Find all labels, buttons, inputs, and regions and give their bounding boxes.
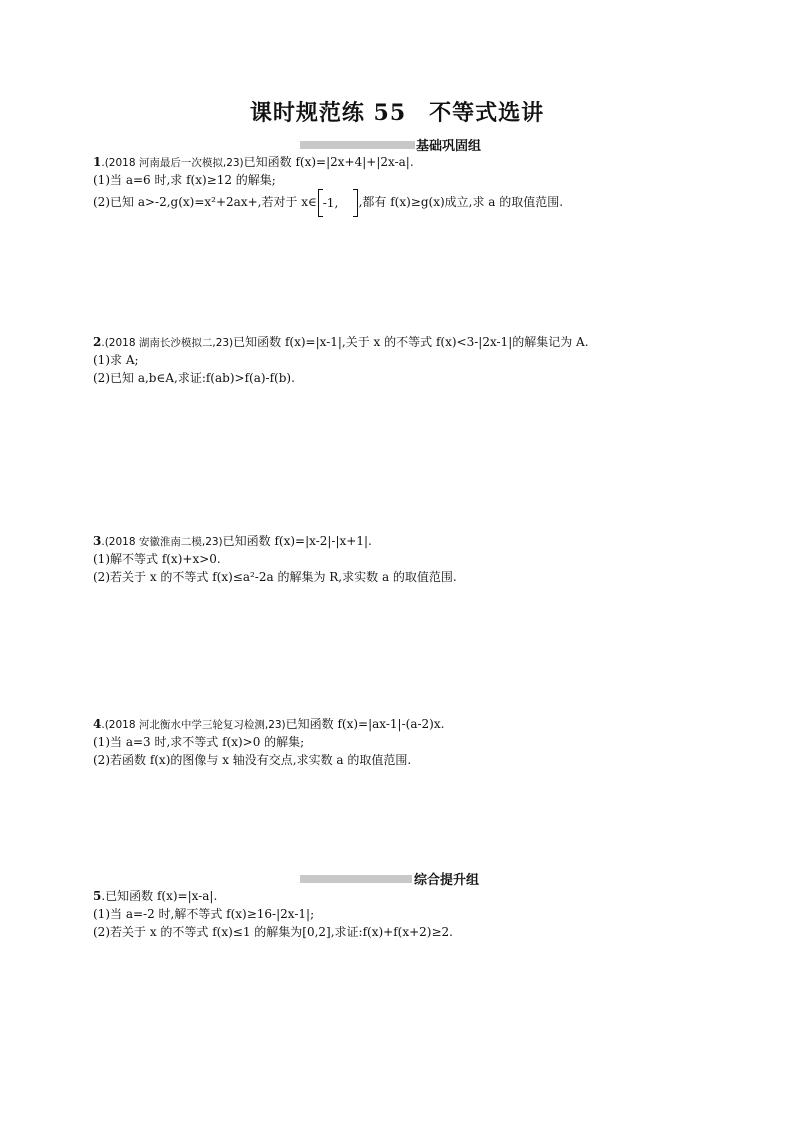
interval-content: -1, xyxy=(322,195,339,210)
problem-number: 4 xyxy=(93,717,102,731)
problem-stem-text: 已知函数 f(x)=|ax-1|-(a-2)x. xyxy=(285,717,445,731)
problem-part xyxy=(93,193,713,211)
problem-part: (2)若关于 x 的不等式 f(x)≤a²-2a 的解集为 R,求实数 a 的取值范围. xyxy=(93,570,457,584)
problem-stem-text: .已知函数 f(x)=|x-a|. xyxy=(101,889,218,903)
section-header-comprehensive xyxy=(300,869,500,888)
problem-stem xyxy=(93,153,713,171)
section-header-basic xyxy=(300,135,500,154)
problem-part: (1)当 a=3 时,求不等式 f(x)>0 的解集; xyxy=(93,735,305,749)
interval-bracket xyxy=(321,194,355,212)
problem-part-text: (2)已知 a>-2,g(x)=x²+2ax+,若对于 x∈ xyxy=(93,195,317,209)
problem-number: 5 xyxy=(93,889,102,903)
problem-5 xyxy=(93,887,713,941)
problem-number: 1 xyxy=(93,155,102,169)
problem-3 xyxy=(93,532,713,586)
problem-1 xyxy=(93,153,713,211)
problem-stem-text: 已知函数 f(x)=|2x+4|+|2x-a|. xyxy=(243,155,414,169)
problem-stem-text: 已知函数 f(x)=|x-2|-|x+1|. xyxy=(222,534,372,548)
problem-part-text: ,都有 f(x)≥g(x)成立,求 a 的取值范围. xyxy=(358,195,564,209)
problem-stem xyxy=(93,333,713,351)
problem-2 xyxy=(93,333,713,387)
problem-stem xyxy=(93,715,713,733)
problem-source: .(2018 湖南长沙模拟二,23) xyxy=(101,337,234,349)
problem-part: (2)已知 a,b∈A,求证:f(ab)>f(a)-f(b). xyxy=(93,371,295,385)
problem-part: (1)求 A; xyxy=(93,353,139,367)
problem-part: (1)当 a=-2 时,解不等式 f(x)≥16-|2x-1|; xyxy=(93,907,315,921)
section-label-comprehensive: 综合提升组 xyxy=(414,873,480,888)
section-label-basic: 基础巩固组 xyxy=(416,139,482,154)
problem-part: (1)解不等式 f(x)+x>0. xyxy=(93,552,221,566)
problem-number: 3 xyxy=(93,534,102,548)
problem-source: .(2018 安徽淮南二模,23) xyxy=(101,536,223,548)
section-bar xyxy=(300,141,415,149)
problem-part: (1)当 a=6 时,求 f(x)≥12 的解集; xyxy=(93,173,276,187)
problem-stem xyxy=(93,532,713,550)
problem-part: (2)若函数 f(x)的图像与 x 轴没有交点,求实数 a 的取值范围. xyxy=(93,753,412,767)
problem-4 xyxy=(93,715,713,769)
section-bar xyxy=(300,875,412,883)
problem-part: (2)若关于 x 的不等式 f(x)≤1 的解集为[0,2],求证:f(x)+f(x+2)≥2. xyxy=(93,925,453,939)
problem-source: .(2018 河北衡水中学三轮复习检测,23) xyxy=(101,719,286,731)
problem-number: 2 xyxy=(93,335,102,349)
problem-stem xyxy=(93,887,713,905)
problem-source: .(2018 河南最后一次模拟,23) xyxy=(101,157,244,169)
problem-stem-text: 已知函数 f(x)=|x-1|,关于 x 的不等式 f(x)<3-|2x-1|的解集记为 A. xyxy=(233,335,589,349)
page-title: 课时规范练 55 不等式选讲 xyxy=(249,100,545,126)
